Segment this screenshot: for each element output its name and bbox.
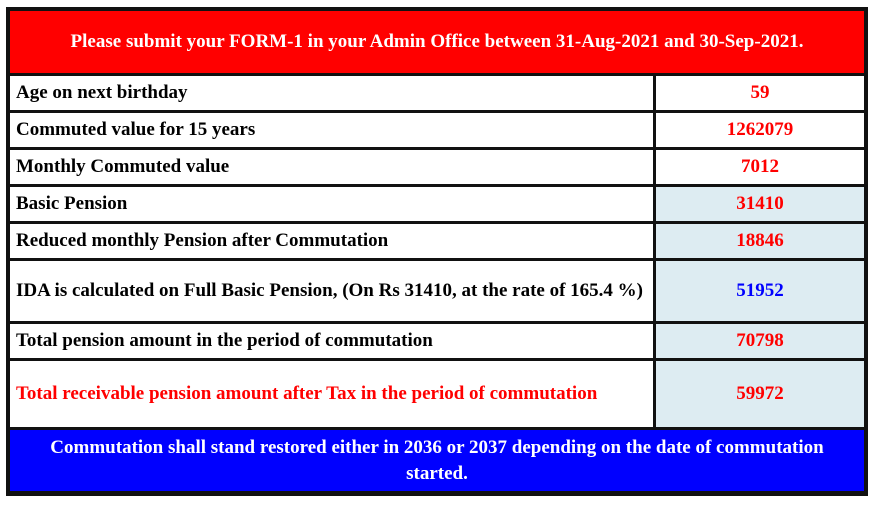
row-label-ida: IDA is calculated on Full Basic Pension, (On Rs 31410, at the rate of 165.4 %) <box>10 261 653 321</box>
restoration-notice: Commutation shall stand restored either in 2036 or 2037 depending on the date of commutation started. <box>10 430 864 491</box>
row-label-basic-pension: Basic Pension <box>10 187 653 221</box>
table-row <box>10 113 864 147</box>
row-value-total-receivable: 59972 <box>656 361 864 427</box>
row-value-basic-pension: 31410 <box>656 187 864 221</box>
row-value-reduced-pension: 18846 <box>656 224 864 258</box>
row-label-total-pension: Total pension amount in the period of commutation <box>10 324 653 358</box>
row-label-monthly-commuted: Monthly Commuted value <box>10 150 653 184</box>
table-row <box>10 76 864 110</box>
table-row <box>10 324 864 358</box>
row-value-ida: 51952 <box>656 261 864 321</box>
form-submission-notice: Please submit your FORM-1 in your Admin Office between 31-Aug-2021 and 30-Sep-2021. <box>10 11 864 73</box>
row-label-commuted-value: Commuted value for 15 years <box>10 113 653 147</box>
row-label-reduced-pension: Reduced monthly Pension after Commutation <box>10 224 653 258</box>
row-value-total-pension: 70798 <box>656 324 864 358</box>
commutation-result-table <box>6 7 868 496</box>
row-value-commuted-value: 1262079 <box>656 113 864 147</box>
table-row <box>10 187 864 221</box>
row-label-age: Age on next birthday <box>10 76 653 110</box>
table-row <box>10 224 864 258</box>
row-value-age: 59 <box>656 76 864 110</box>
table-row <box>10 361 864 427</box>
table-row <box>10 150 864 184</box>
row-label-total-receivable: Total receivable pension amount after Tax in the period of commutation <box>10 361 653 427</box>
row-value-monthly-commuted: 7012 <box>656 150 864 184</box>
table-row <box>10 261 864 321</box>
